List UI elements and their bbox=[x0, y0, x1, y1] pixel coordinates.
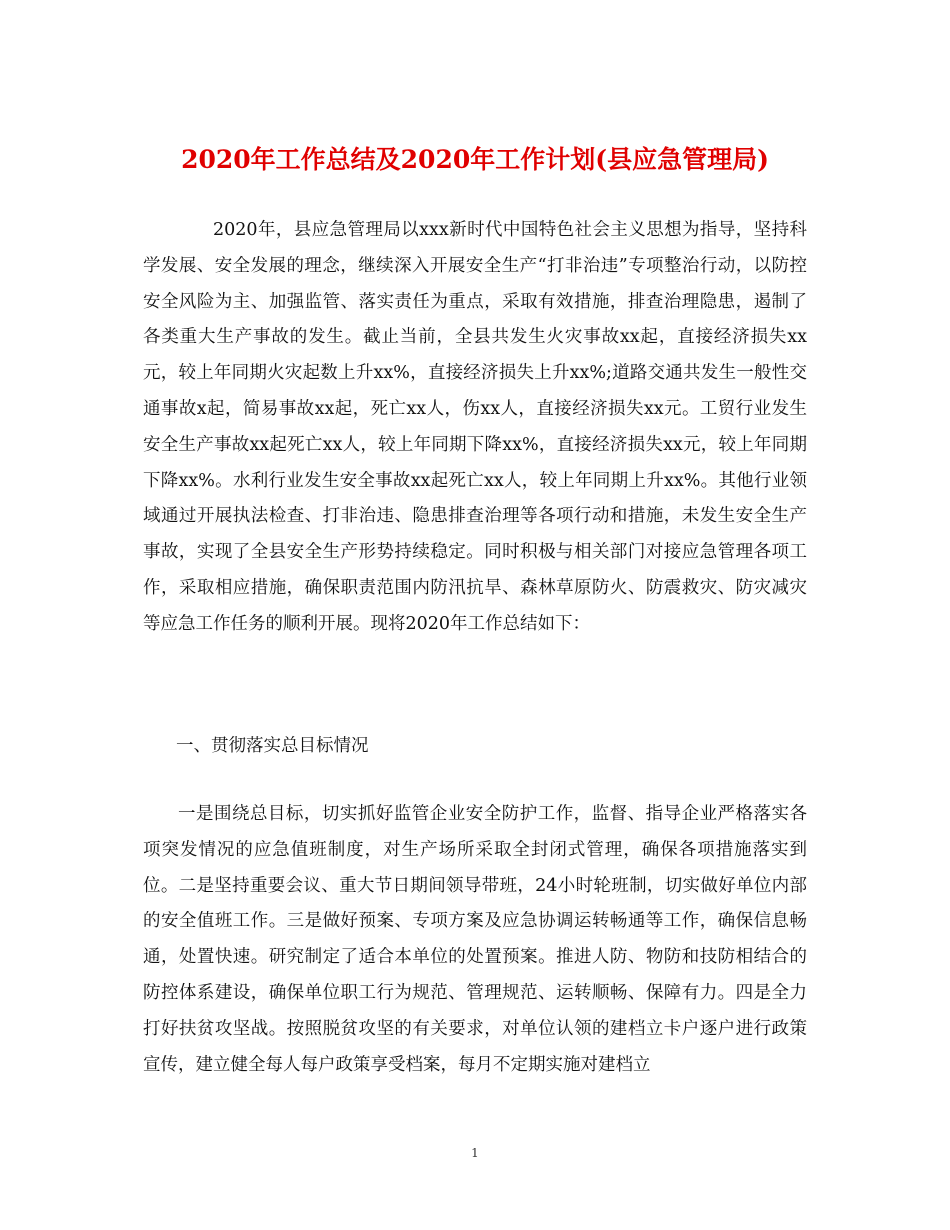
intro-paragraph: 2020年，县应急管理局以xxx新时代中国特色社会主义思想为指导，坚持科学发展、安全发展的理念，继续深入开展安全生产“打非治违”专项整治行动，以防控安全风险为主、加强监管、落实责任为重点，采取有效措施，排查治理隐患，遏制了各类重大生产事故的发生。截止当前，全县共发生火灾事故xx起，直接经济损失xx元，较上年同期火灾起数上升xx%，直接经济损失上升xx%;道路交通共发生一般性交通事故x起，简易事故xx起，死亡xx人，伤xx人，直接经济损失xx元。工贸行业发生安全生产事故xx起死亡xx人，较上年同期下降xx%，直接经济损失xx元，较上年同期下降xx%。水利行业发生安全事故xx起死亡xx人，较上年同期上升xx%。其他行业领域通过开展执法检查、打非治违、隐患排查治理等各项行动和措施，未发生安全生产事故，实现了全县安全生产形势持续稳定。同时积极与相关部门对接应急管理各项工作，采取相应措施，确保职责范围内防汛抗旱、森林草原防火、防震救灾、防灾减灾等应急工作任务的顺利开展。现将2020年工作总结如下： bbox=[143, 220, 807, 634]
document-title: 2020年工作总结及2020年工作计划(县应急管理局) bbox=[181, 145, 769, 174]
section-paragraph: 一是围绕总目标，切实抓好监管企业安全防护工作，监督、指导企业严格落实各项突发情况的应急值班制度，对生产场所采取全封闭式管理，确保各项措施落实到位。二是坚持重要会议、重大节日期间领导带班，24小时轮班制，切实做好单位内部的安全值班工作。三是做好预案、专项方案及应急协调运转畅通等工作，确保信息畅通，处置快速。研究制定了适合本单位的处置预案。推进人防、物防和技防相结合的防控体系建设，确保单位职工行为规范、管理规范、运转顺畅、保障有力。四是全力打好扶贫攻坚战。按照脱贫攻坚的有关要求，对单位认领的建档立卡户逐户进行政策宣传，建立健全每人每户政策享受档案，每月不定期实施对建档立 bbox=[143, 804, 807, 1075]
section-heading: 一、贯彻落实总目标情况 bbox=[176, 736, 369, 756]
page-number: 1 bbox=[471, 1146, 479, 1160]
